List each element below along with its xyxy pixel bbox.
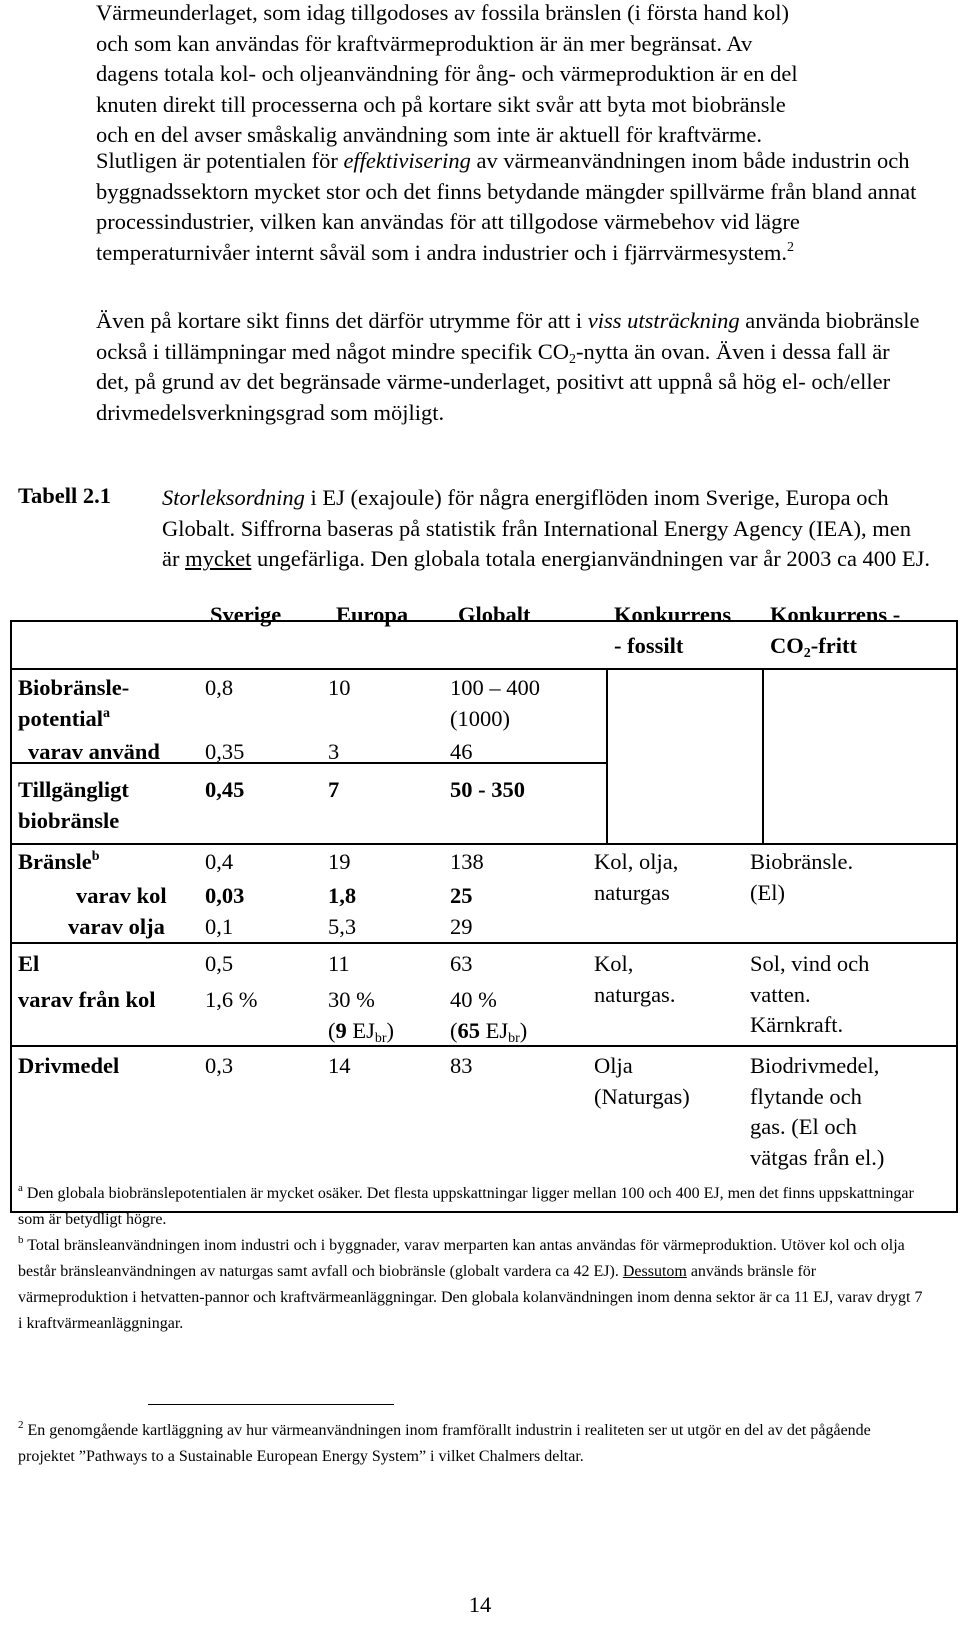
text: EJ: [480, 1017, 509, 1043]
value-line: 30 %: [328, 987, 375, 1012]
subscript: 2: [803, 645, 811, 661]
cell-europa: 14: [328, 1053, 351, 1078]
table-border-right: [956, 620, 958, 1213]
table-border-left: [10, 620, 12, 1213]
paragraph-heat-base: [96, 0, 926, 151]
cell-sverige: 0,03: [205, 883, 245, 908]
cell-europa: 5,3: [328, 914, 357, 939]
label-line: [18, 704, 129, 735]
underlined-text: Dessutom: [622, 1263, 687, 1280]
cell-globalt: 29: [450, 914, 473, 939]
emphasis-text: effektivisering: [343, 148, 471, 173]
value-line: naturgas: [594, 879, 670, 905]
text: Slutligen är potentialen för: [96, 148, 344, 173]
value-line: Kol, olja,: [594, 849, 679, 874]
cell-sverige: 0,4: [205, 849, 234, 874]
cell-europa: [328, 985, 394, 1046]
value-line: (El): [750, 879, 785, 905]
row-label-olja: varav olja: [68, 914, 165, 939]
header-konkurrens-co2: [770, 600, 900, 661]
label-line: Tillgängligt: [18, 777, 129, 802]
value-line: Sol, vind och: [750, 951, 870, 976]
text: (: [450, 1017, 458, 1043]
subscript: br: [374, 1030, 387, 1046]
header-globalt: Globalt: [458, 602, 531, 627]
subscript: 2: [569, 351, 577, 367]
cell-sverige: 0,5: [205, 951, 234, 976]
row-label-drivmedel: Drivmedel: [18, 1053, 120, 1078]
cell-konkurrens-co2: [750, 1051, 884, 1173]
bold-text: 9: [335, 1017, 347, 1043]
cell-europa: 11: [328, 951, 350, 976]
header-line: - fossilt: [614, 632, 684, 658]
row-divider: [10, 843, 958, 845]
row-label-kol: varav kol: [76, 883, 167, 908]
header-konkurrens-fossilt: [614, 600, 731, 661]
row-label-tillgangligt: [18, 775, 129, 836]
cell-globalt: [450, 673, 540, 734]
cell-europa: 3: [328, 739, 340, 764]
cell-globalt: 25: [450, 883, 473, 908]
text: En genomgående kartläggning av hur värmeanvändningen inom framförallt industrin i realiteten ser ut utgör en del av det pågående projektet ”Pathways to a Sustainable European Energy System” i vilket Chalmers deltar.: [18, 1422, 871, 1465]
text: i EJ (exajoule) för några energiflöden inom Sverige, Europa och Globalt. Siffrorna baseras på statistik från International Energy Agency (IEA), men är: [162, 485, 911, 571]
value-line: vatten.: [750, 981, 811, 1007]
column-divider: [606, 670, 608, 843]
cell-globalt: [450, 985, 527, 1046]
cell-globalt: 50 - 350: [450, 777, 525, 802]
value-line: Biodrivmedel,: [750, 1053, 880, 1078]
text: -nytta än ovan. Även i dessa fall är det, på grund av det begränsade värme-underlaget, positivt att uppnå så hög el- och/eller drivmedelsverkningsgrad som möjligt.: [96, 338, 891, 425]
emphasis-text: viss utsträckning: [587, 308, 740, 333]
subscript: br: [508, 1030, 520, 1046]
note-marker: a: [18, 1182, 23, 1194]
table-note-a: [18, 1181, 923, 1233]
row-label-el: El: [18, 951, 40, 976]
value-line: [328, 1016, 394, 1047]
row-label-el-kol: varav från kol: [18, 987, 156, 1012]
cell-europa: 1,8: [328, 883, 357, 908]
cell-globalt: 63: [450, 951, 473, 976]
footnote-ref[interactable]: 2: [787, 239, 795, 255]
text: Även på kortare sikt finns det därför utrymme för att i: [96, 308, 588, 333]
value-line: Kol,: [594, 951, 634, 976]
cell-sverige: 0,8: [205, 675, 234, 700]
footnote-ref: b: [91, 849, 100, 864]
cell-europa: 19: [328, 849, 351, 874]
footnote-ref: a: [103, 705, 111, 721]
cell-sverige: 0,35: [205, 739, 245, 764]
cell-konkurrens-fossilt: [594, 847, 678, 908]
text: ): [519, 1017, 528, 1043]
text: EJ: [346, 1017, 375, 1043]
text-line: och som kan användas för kraftvärmeproduktion är än mer begränsat. Av: [96, 30, 753, 56]
footnote-marker: 2: [18, 1419, 24, 1431]
cell-globalt: 83: [450, 1053, 473, 1078]
row-label-biopotential: [18, 673, 129, 734]
cell-europa: 7: [328, 777, 340, 802]
table-label: Tabell 2.1: [18, 483, 111, 508]
text: ungefärliga. Den globala totala energianvändningen var år 2003 ca 400 EJ.: [251, 546, 931, 571]
value-line: flytande och: [750, 1083, 862, 1109]
bold-text: 65: [457, 1017, 480, 1043]
header-line: Konkurrens -: [770, 602, 901, 627]
value-line: (Naturgas): [594, 1083, 690, 1109]
note-marker: b: [18, 1234, 24, 1246]
header-sverige: Sverige: [210, 602, 282, 627]
label-line: biobränsle: [18, 807, 120, 833]
text: CO: [770, 632, 804, 658]
text-line: dagens totala kol- och oljeanvändning för ång- och värmeproduktion är en del: [96, 61, 798, 86]
text: används bränsle för värmeproduktion i hetvatten-pannor och kraftvärmeanläggningar. Den globala kolanvändningen inom denna sektor är ca 11 EJ, varav drygt 7 i kraftvärmeanläggningar.: [18, 1263, 923, 1332]
text-line: knuten direkt till processerna och på kortare sikt svår att byta mot biobränsle: [96, 91, 786, 117]
cell-globalt: 138: [450, 849, 484, 874]
row-label-anvand: varav använd: [28, 739, 160, 764]
value-line: vätgas från el.): [750, 1144, 885, 1170]
text: -fritt: [810, 632, 857, 658]
value-line: (1000): [450, 705, 510, 731]
header-divider: [10, 668, 958, 670]
column-divider: [762, 670, 764, 843]
header-europa: Europa: [336, 602, 409, 627]
value-line: [450, 1016, 527, 1047]
text: (: [328, 1017, 336, 1043]
cell-konkurrens-fossilt: [594, 949, 675, 1010]
value-line: 40 %: [450, 987, 497, 1012]
text-line: och en del avser småskalig användning som inte är aktuell för kraftvärme.: [96, 122, 763, 147]
header-line: Konkurrens: [614, 602, 732, 627]
cell-sverige: 0,3: [205, 1053, 234, 1078]
text: ): [386, 1017, 395, 1043]
underlined-text: mycket: [185, 546, 252, 571]
cell-konkurrens-co2: [750, 847, 853, 908]
table-note-b: [18, 1233, 923, 1337]
footnote-separator: [148, 1404, 394, 1405]
text: av värmeanvändningen inom både industrin och byggnadssektorn mycket stor och det finns betydande mängder spillvärme från bland annat processindustrier, vilken kan användas för att tillgodose värmebehov vid lägre temperaturnivåer internt såväl som i andra industrier och i fjärrvärmesystem.: [96, 148, 917, 265]
value-line: gas. (El och: [750, 1114, 857, 1139]
text: Den globala biobränslepotentialen är mycket osäker. Det flesta uppskattningar ligger mellan 100 och 400 EJ, men det finns uppskattningar som är betydligt högre.: [18, 1185, 914, 1228]
page-number: 14: [468, 1592, 492, 1617]
value-line: naturgas.: [594, 981, 676, 1007]
row-label-bransle: [18, 847, 100, 878]
text: potential: [18, 705, 104, 731]
text: använda biobränsle också i tillämpningar med något mindre specifik CO: [96, 308, 920, 364]
footnote-2: [18, 1418, 923, 1470]
cell-globalt: 46: [450, 739, 473, 764]
value-line: Kärnkraft.: [750, 1012, 844, 1037]
cell-sverige: 0,45: [205, 777, 245, 802]
header-line: [770, 631, 900, 662]
value-line: 100 – 400: [450, 675, 540, 700]
table-caption: [162, 483, 932, 575]
label-line: Biobränsle-: [18, 675, 130, 700]
text-line: Värmeunderlaget, som idag tillgodoses av fossila bränslen (i första hand kol): [96, 0, 789, 25]
value-line: Biobränsle.: [750, 849, 854, 874]
text: Total bränsleanvändningen inom industri och i byggnader, varav merparten kan antas användas för värmeproduktion. Utöver kol och olja består bränsleanvändningen av naturgas samt avfall och biobränsle (globalt vardera ca 42 EJ).: [18, 1237, 905, 1280]
cell-konkurrens-co2: [750, 949, 869, 1041]
value-line: Olja: [594, 1053, 633, 1078]
energy-table: [10, 602, 958, 1213]
cell-sverige: 0,1: [205, 914, 234, 939]
paragraph-efficiency: [96, 146, 926, 268]
paragraph-short-term: [96, 306, 926, 428]
cell-sverige: 1,6 %: [205, 987, 258, 1012]
cell-konkurrens-fossilt: [594, 1051, 690, 1112]
cell-europa: 10: [328, 675, 351, 700]
emphasis-text: Storleksordning: [162, 485, 305, 510]
text: Bränsle: [18, 849, 92, 874]
